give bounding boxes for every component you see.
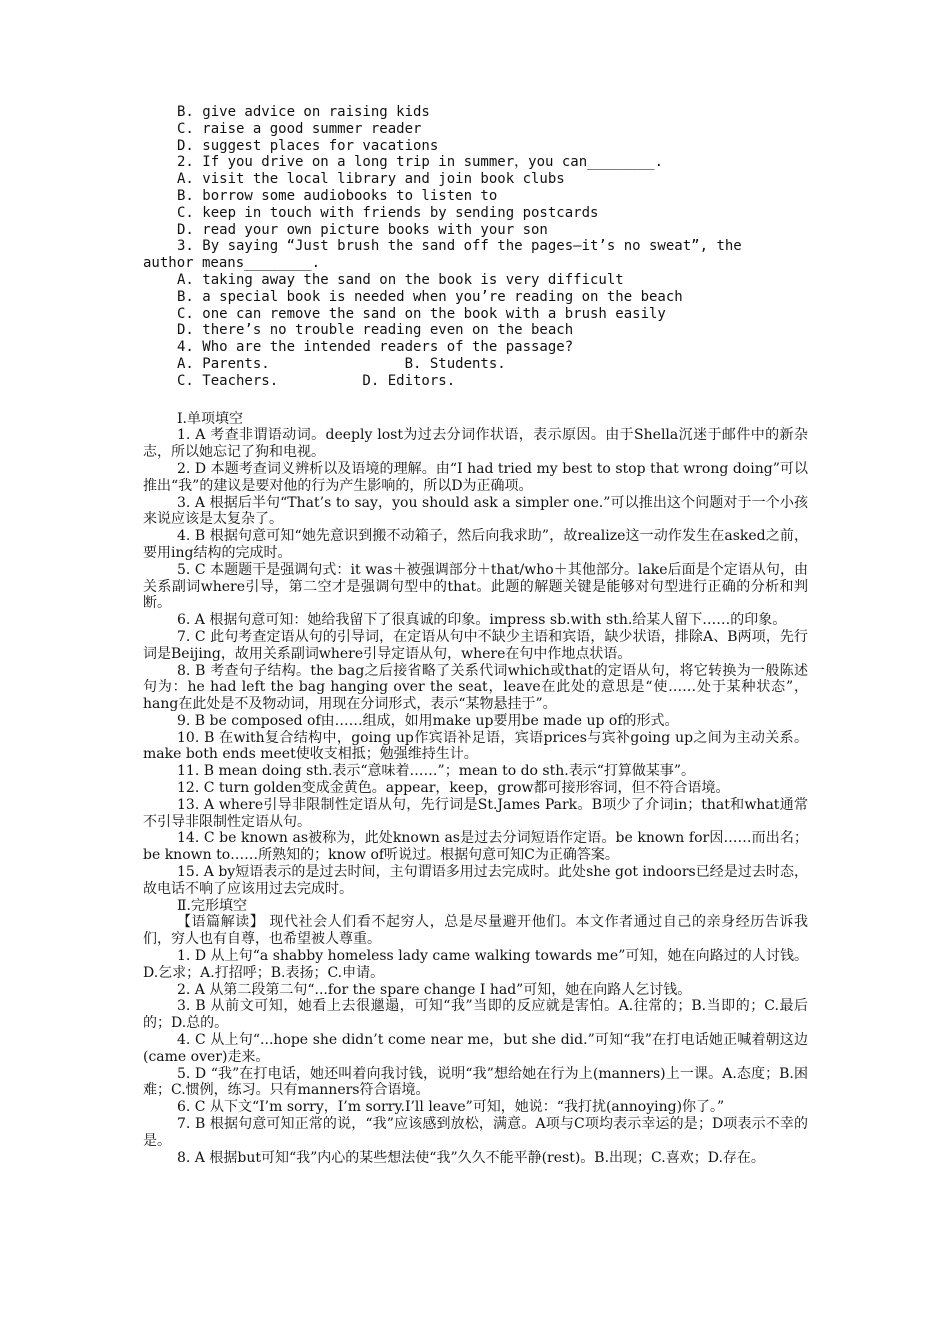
q2-option-a: A. visit the local library and join book clubs — [177, 171, 565, 188]
answer-5: 5. C 本题题干是强调句式：it was＋被强调部分＋that/who＋其他部分。lake后面是个定语从句，由关系副词where引导，第二空才是强调句型中的that。此题的解题关键是能够对句型进行正确的分析和判断。 — [143, 561, 808, 612]
q2-stem: 2. If you drive on a long trip in summer，you can________. — [177, 154, 664, 171]
answer-2: 2. D 本题考查词义辨析以及语境的理解。由“I had tried my best to stop that wrong doing”可以推出“我”的建议是要对他的行为产生影响的，所以D为正确项。 — [143, 460, 808, 494]
q1-option-d: D. suggest places for vacations — [177, 137, 439, 154]
answer-3: 3. A 根据后半句“That’s to say，you should ask a simpler one.”可以推出这个问题对于一个小孩来说应该是太复杂了。 — [143, 494, 808, 528]
answer-10: 10. B 在with复合结构中，going up作宾语补足语，宾语prices与宾补going up之间为主动关系。make both ends meet使收支相抵；勉强维持生计。 — [143, 729, 808, 763]
answer-9: 9. B be composed of由……组成，如用make up要用be made up of的形式。 — [177, 712, 679, 729]
answer-11: 11. B mean doing sth.表示“意味着……”；mean to do sth.表示“打算做某事”。 — [177, 763, 696, 780]
cloze-answer-4: 4. C 从上句“...hope she didn’t come near me，but she did.”可知“我”在打电话她正喊着朝这边(came over)走来。 — [143, 1032, 808, 1065]
q3-stem-continued: author means________. — [143, 255, 321, 272]
q3-stem: 3. By saying “Just brush the sand off the pages—it’s no sweat”, the — [177, 238, 742, 255]
cloze-answer-1: 1. D 从上句“a shabby homeless lady came walking towards me”可知，她在向路过的人讨钱。D.乞求；A.打招呼；B.表扬；C.申请。 — [143, 948, 808, 981]
cloze-answer-3: 3. B 从前文可知，她看上去很邋遢，可知“我”当即的反应就是害怕。A.往常的；B.当即的；C.最后的；D.总的。 — [143, 998, 808, 1032]
q3-option-d: D. there’s no trouble reading even on the beach — [177, 322, 574, 339]
q2-option-b: B. borrow some audiobooks to listen to — [177, 187, 498, 204]
answer-6: 6. A 根据句意可知：她给我留下了很真诚的印象。impress sb.with sth.给某人留下……的印象。 — [177, 612, 787, 629]
section-gap — [143, 390, 808, 411]
cloze-answer-2: 2. A 从第二段第二句“...for the spare change I had”可知，她在向路人乞讨钱。 — [177, 981, 692, 998]
q3-option-a: A. taking away the sand on the book is very difficult — [177, 271, 624, 288]
answer-4: 4. B 根据句意可知“她先意识到搬不动箱子，然后向我求助”，故realize这一动作发生在asked之前，要用ing结构的完成时。 — [143, 528, 808, 561]
answer-7: 7. C 此句考查定语从句的引导词，在定语从句中不缺少主语和宾语，缺少状语，排除A、B两项，先行词是Beijing，故用关系副词where引导定语从句，where在句中作地点状语。 — [143, 628, 808, 662]
q1-option-b: B. give advice on raising kids — [177, 104, 430, 120]
answer-15: 15. A by短语表示的是过去时间，主句谓语多用过去完成时。此处she got indoors已经是过去时态，故电话不响了应该用过去完成时。 — [143, 864, 808, 897]
cloze-answer-5: 5. D “我”在打电话，她还叫着向我讨钱，说明“我”想给她在行为上(manners)上一课。A.态度；B.困难；C.惯例，练习。只有manners符合语境。 — [143, 1065, 808, 1099]
section2-heading: Ⅱ.完形填空 — [177, 897, 247, 914]
section1-heading: Ⅰ.单项填空 — [177, 410, 243, 427]
answer-14: 14. C be known as被称为，此处known as是过去分词短语作定语。be known for因……而出名；be known to……所熟知的；know of听说过。根据句意可知C为正确答案。 — [143, 830, 808, 864]
cloze-answer-6: 6. C 从下文“I’m sorry，I’m sorry.I’ll leave”可知，她说：“我打扰(annoying)你了。” — [177, 1099, 725, 1116]
q4-options-row2: C. Teachers. D. Editors. — [177, 372, 456, 389]
q2-option-c: C. keep in touch with friends by sending postcards — [177, 204, 599, 221]
cloze-answer-8: 8. A 根据but可知“我”内心的某些想法使“我”久久不能平静(rest)。B.出现；C.喜欢；D.存在。 — [177, 1149, 765, 1166]
q4-options-row1: A. Parents. B. Students. — [177, 355, 506, 372]
passage-summary: 【语篇解读】 现代社会人们看不起穷人，总是尽量避开他们。本文作者通过自己的亲身经历告诉我们，穷人也有自尊，也希望被人尊重。 — [143, 914, 808, 948]
answer-8: 8. B 考查句子结构。the bag之后接省略了关系代词which或that的定语从句，将它转换为一般陈述句为：he had left the bag hanging over the seat，leave在此处的意思是“使……处于某种状态”，hang在此处是不及物动词，用现在分词形式，表示“某物悬挂于”。 — [143, 662, 808, 713]
cloze-answer-7: 7. B 根据句意可知正常的说，“我”应该感到放松，满意。A项与C项均表示幸运的是；D项表示不幸的是。 — [143, 1116, 808, 1149]
q4-stem: 4. Who are the intended readers of the passage? — [177, 339, 574, 356]
document-content — [143, 104, 808, 1166]
q1-option-c: C. raise a good summer reader — [177, 120, 422, 137]
answer-13: 13. A where引导非限制性定语从句，先行词是St.James Park。B项少了介词in；that和what通常不引导非限制性定语从句。 — [143, 796, 808, 830]
answer-1: 1. A 考查非谓语动词。deeply lost为过去分词作状语，表示原因。由于Shella沉迷于邮件中的新杂志，所以她忘记了狗和电视。 — [143, 427, 808, 461]
q3-option-b: B. a special book is needed when you’re reading on the beach — [177, 288, 683, 305]
q2-option-d: D. read your own picture books with your son — [177, 221, 548, 238]
answer-12: 12. C turn golden变成金黄色。appear，keep，grow都可接形容词，但不符合语境。 — [177, 780, 730, 797]
q3-option-c: C. one can remove the sand on the book with a brush easily — [177, 305, 666, 322]
